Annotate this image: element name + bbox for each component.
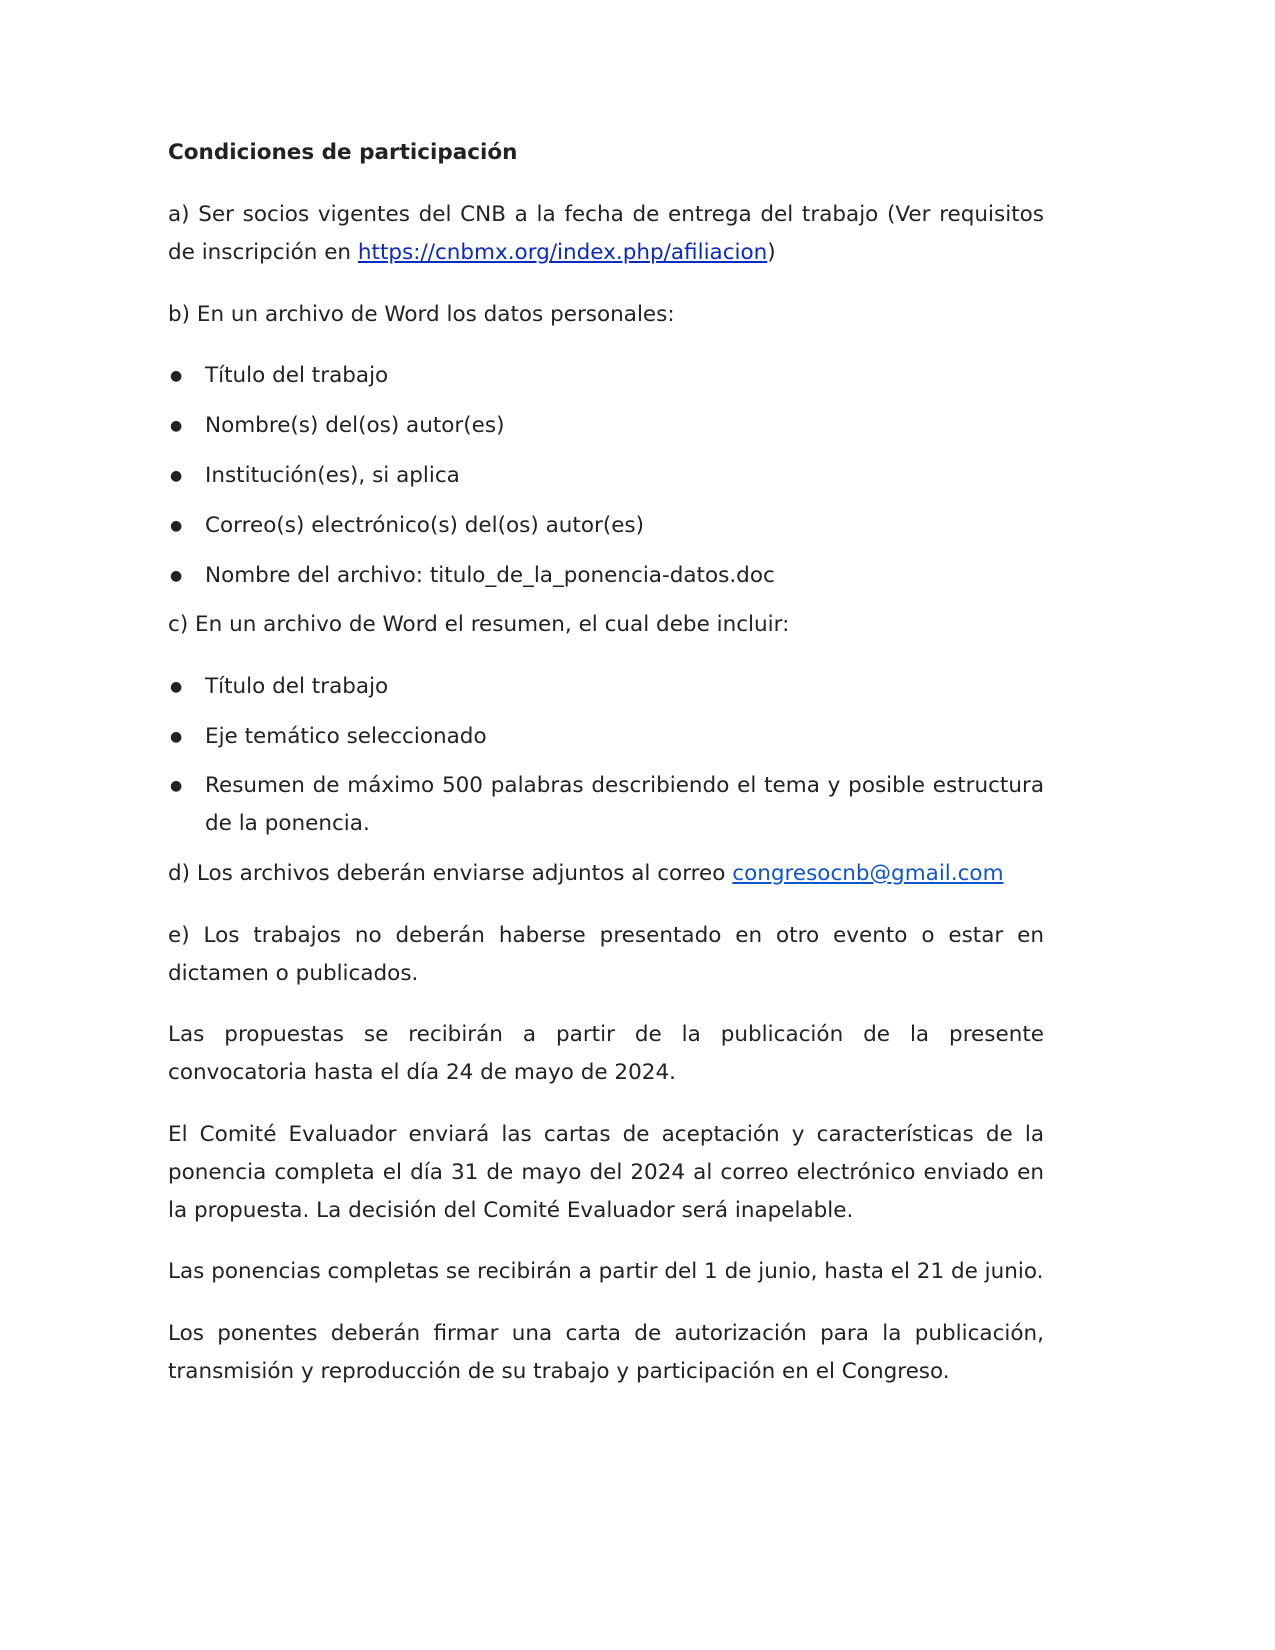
bullet-dot-icon: ● bbox=[170, 679, 183, 695]
list-item-text: Título del trabajo bbox=[205, 363, 389, 388]
list-item-text: Título del trabajo bbox=[205, 674, 389, 699]
list-item bbox=[168, 557, 1044, 595]
authorization-paragraph: Los ponentes deberán firmar una carta de autorización para la publicación, transmisión y reproducción de su trabajo y participación en el Congreso. bbox=[168, 1321, 1044, 1384]
item-a-closing: ) bbox=[767, 240, 776, 265]
bullet-dot-icon: ● bbox=[170, 729, 183, 745]
deadline-paragraph: Las propuestas se recibirán a partir de la publicación de la presente convocatoria hasta el día 24 de mayo de 2024. bbox=[168, 1022, 1044, 1085]
afiliacion-link[interactable]: https://cnbmx.org/index.php/afiliacion bbox=[357, 240, 768, 265]
bullet-dot-icon: ● bbox=[170, 568, 183, 584]
submission-dates-paragraph: Las ponencias completas se recibirán a partir del 1 de junio, hasta el 21 de junio. bbox=[168, 1259, 1044, 1284]
list-item bbox=[168, 357, 1044, 395]
contact-email-link[interactable]: congresocnb@gmail.com bbox=[732, 861, 1004, 886]
list-item-text: Eje temático seleccionado bbox=[205, 724, 487, 749]
bullet-dot-icon: ● bbox=[170, 418, 183, 434]
item-a-paragraph bbox=[168, 196, 1044, 272]
list-item-text: Institución(es), si aplica bbox=[205, 463, 460, 488]
item-a-text: a) Ser socios vigentes del CNB a la fecha de entrega del trabajo (Ver requisitos de inscripción en bbox=[168, 202, 1044, 265]
list-item bbox=[168, 767, 1044, 843]
item-d-text: d) Los archivos deberán enviarse adjuntos al correo bbox=[168, 861, 733, 886]
item-d-paragraph bbox=[168, 855, 1044, 893]
list-item bbox=[168, 668, 1044, 706]
item-c-intro: c) En un archivo de Word el resumen, el cual debe incluir: bbox=[168, 612, 790, 637]
list-item-text: Nombre del archivo: titulo_de_la_ponencia-datos.doc bbox=[205, 563, 775, 588]
list-item bbox=[168, 718, 1044, 756]
list-item bbox=[168, 457, 1044, 495]
list-item bbox=[168, 507, 1044, 545]
bullet-dot-icon: ● bbox=[170, 518, 183, 534]
list-item bbox=[168, 407, 1044, 445]
section-heading: Condiciones de participación bbox=[168, 140, 518, 165]
list-item-text: Correo(s) electrónico(s) del(os) autor(es) bbox=[205, 513, 645, 538]
item-e-paragraph: e) Los trabajos no deberán haberse presentado en otro evento o estar en dictamen o publicados. bbox=[168, 923, 1044, 986]
list-item-text: Nombre(s) del(os) autor(es) bbox=[205, 413, 505, 438]
item-b-intro: b) En un archivo de Word los datos personales: bbox=[168, 302, 675, 327]
evaluation-paragraph: El Comité Evaluador enviará las cartas de aceptación y características de la ponencia completa el día 31 de mayo del 2024 al correo electrónico enviado en la propuesta. La decisión del Comité Evaluador será inapelable. bbox=[168, 1122, 1044, 1223]
bullet-dot-icon: ● bbox=[170, 368, 183, 384]
list-item-text: Resumen de máximo 500 palabras describiendo el tema y posible estructura de la ponencia. bbox=[205, 773, 1044, 836]
bullet-dot-icon: ● bbox=[170, 778, 183, 794]
bullet-dot-icon: ● bbox=[170, 468, 183, 484]
